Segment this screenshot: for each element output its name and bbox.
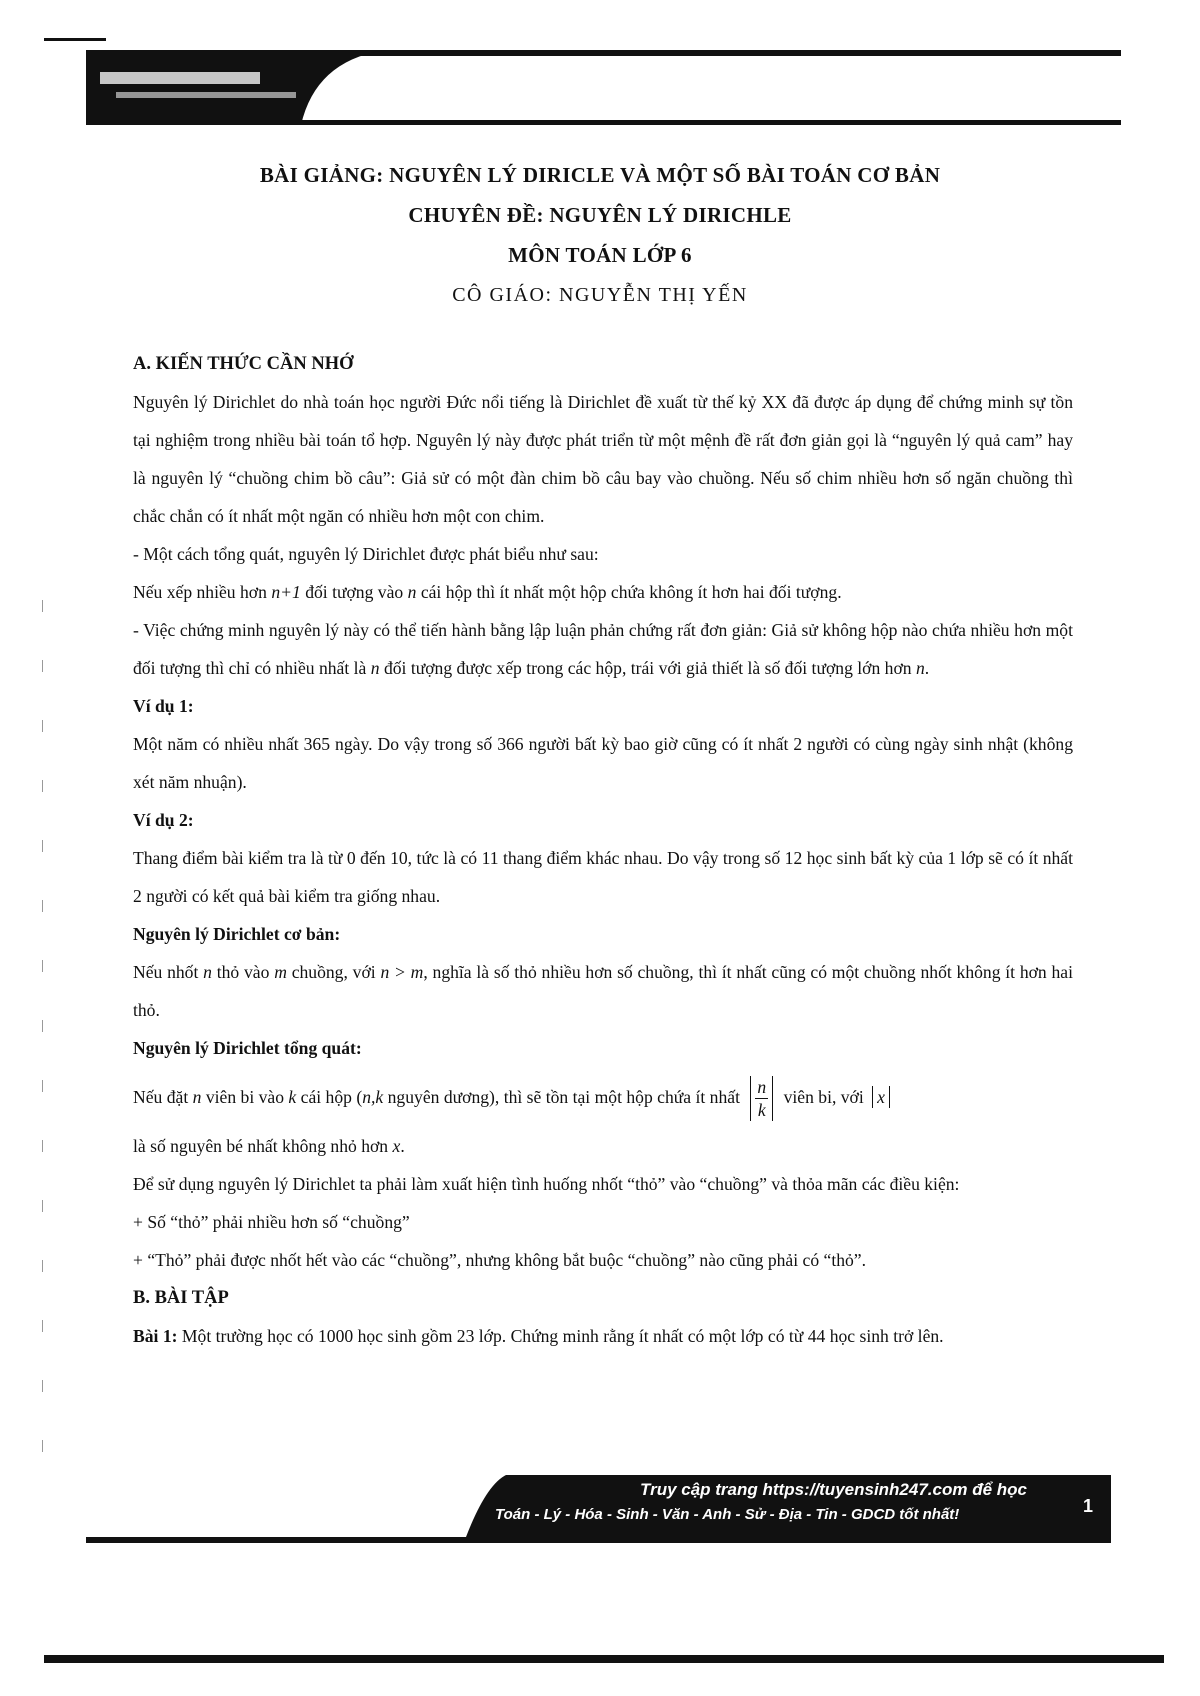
math-expression: n (370, 658, 380, 678)
subject-title: MÔN TOÁN LỚP 6 (508, 243, 692, 267)
condition-1: + Số “thỏ” phải nhiều hơn số “chuồng” (133, 1212, 410, 1232)
math-expression: n > m (380, 962, 424, 982)
topic-title: CHUYÊN ĐỀ: NGUYÊN LÝ DIRICHLE (408, 203, 792, 227)
math-expression: n,k (362, 1087, 384, 1107)
intro-paragraph: Nguyên lý Dirichlet do nhà toán học người Đức nổi tiếng là Dirichlet đề xuất từ thế kỷ XX đã được áp dụng để chứng minh sự tồn tại nghiệm trong nhiều bài toán tổ hợp. Nguyên lý này được phát triển từ một mệnh đề rất đơn giản gọi là “nguyên lý quả cam” hay là nguyên lý “chuồng chim bồ câu”: Giả sử có một đàn chim bồ câu bay vào chuồng. Nếu số chim nhiều hơn số ngăn chuồng thì chắc chắn có ít nhất một ngăn có nhiều hơn một con chim. (133, 392, 1073, 526)
math-expression: k (288, 1087, 297, 1107)
exercise-1 (133, 1317, 1073, 1355)
fraction-denominator: k (757, 1100, 766, 1121)
section-b-heading: B. BÀI TẬP (133, 1288, 229, 1308)
header-banner (86, 50, 1121, 125)
footer-subjects-line: Toán - Lý - Hóa - Sinh - Văn - Anh - Sử - Địa - Tin - GDCD tốt nhất! (495, 1506, 960, 1523)
usage-paragraph: Để sử dụng nguyên lý Dirichlet ta phải làm xuất hiện tình huống nhốt “thỏ” vào “chuồng” và thỏa mãn các điều kiện: (133, 1174, 960, 1194)
example-2-label: Ví dụ 2: (133, 810, 194, 830)
document-titles (0, 155, 1200, 315)
exercise-1-label: Bài 1: (133, 1326, 178, 1346)
exercise-1-text: Một trường học có 1000 học sinh gồm 23 lớp. Chứng minh rằng ít nhất có một lớp có từ 44 học sinh trở lên. (181, 1326, 944, 1346)
principle-statement: Nếu xếp nhiều hơn n+1 đối tượng vào n cái hộp thì ít nhất một hộp chứa không ít hơn hai đối tượng. (133, 582, 842, 602)
math-expression: x (392, 1136, 401, 1156)
example-2-text: Thang điểm bài kiểm tra là từ 0 đến 10, tức là có 11 thang điểm khác nhau. Do vậy trong số 12 học sinh bất kỳ của 1 lớp sẽ có ít nhất 2 người có kết quả bài kiểm tra giống nhau. (133, 848, 1073, 906)
general-principle-label: Nguyên lý Dirichlet tổng quát: (133, 1038, 362, 1058)
math-expression: n (203, 962, 212, 982)
general-principle-text: Nếu đặt n viên bi vào k cái hộp (n,k nguyên dương), thì sẽ tồn tại một hộp chứa ít nhất $\frac{n}{k}$ viên bi, với x (133, 1067, 1073, 1127)
example-1-text: Một năm có nhiều nhất 365 ngày. Do vậy trong số 366 người bất kỳ bao giờ cũng có ít nhất 2 người có cùng ngày sinh nhật (không xét năm nhuận). (133, 734, 1073, 792)
section-a-heading: A. KIẾN THỨC CẦN NHỚ (133, 354, 354, 374)
basic-principle-text: Nếu nhốt n thỏ vào m chuồng, với n > m, nghĩa là số thỏ nhiều hơn số chuồng, thì ít nhất cũng có một chuồng nhốt không ít hơn hai thỏ. (133, 962, 1073, 1020)
teacher-name: CÔ GIÁO: NGUYỄN THỊ YẾN (452, 284, 748, 306)
ceiling-fraction (750, 1076, 773, 1121)
scan-artifact-margin (42, 600, 43, 1500)
ceiling-notation: x (872, 1086, 890, 1108)
math-expression: m (274, 962, 287, 982)
footer-website-line: Truy cập trang https://tuyensinh247.com để học (640, 1480, 1027, 1499)
ceiling-definition: là số nguyên bé nhất không nhỏ hơn x. (133, 1136, 405, 1156)
math-expression: n (192, 1087, 202, 1107)
math-expression: n+1 (271, 582, 301, 602)
lecture-title: BÀI GIẢNG: NGUYÊN LÝ DIRICLE VÀ MỘT SỐ BÀI TOÁN CƠ BẢN (259, 163, 941, 187)
general-statement-intro: - Một cách tổng quát, nguyên lý Dirichlet được phát biểu như sau: (133, 544, 599, 564)
math-expression: n (407, 582, 417, 602)
scan-artifact-line (44, 38, 106, 41)
page-number: 1 (1083, 1496, 1094, 1516)
proof-paragraph: - Việc chứng minh nguyên lý này có thể tiến hành bằng lập luận phản chứng rất đơn giản: Giả sử không hộp nào chứa nhiều hơn một đối tượng thì chỉ có nhiều nhất là n đối tượng được xếp trong các hộp, trái với giả thiết là số đối tượng lớn hơn n. (133, 620, 1073, 678)
basic-principle-label: Nguyên lý Dirichlet cơ bản: (133, 924, 341, 944)
document-body (133, 345, 1073, 1355)
fraction-numerator: n (757, 1077, 767, 1098)
math-expression: n (915, 658, 925, 678)
scan-artifact-bottom-rule (44, 1655, 1164, 1663)
example-1-label: Ví dụ 1: (133, 696, 194, 716)
condition-2: + “Thỏ” phải được nhốt hết vào các “chuồng”, nhưng không bắt buộc “chuồng” nào cũng phải có “thỏ”. (133, 1250, 867, 1270)
header-banner-shape (86, 50, 1121, 125)
